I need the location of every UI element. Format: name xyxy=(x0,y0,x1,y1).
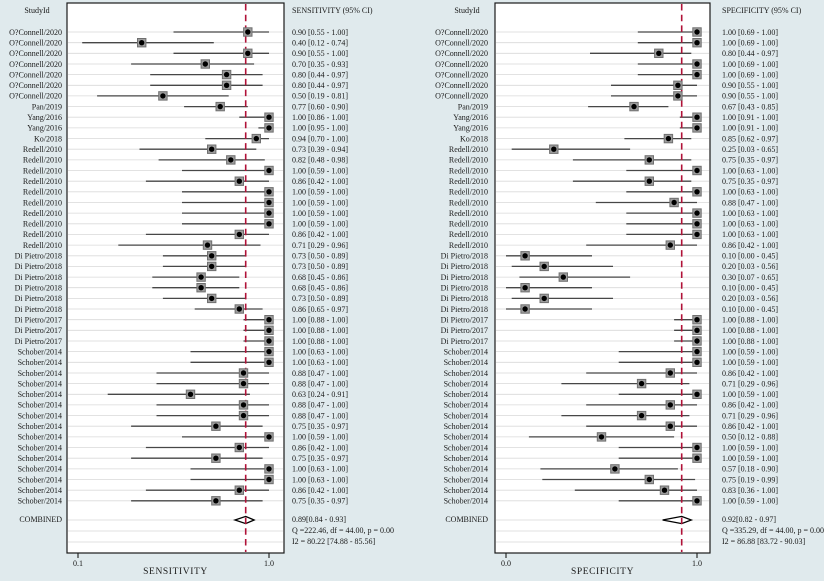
study-label: Schober/2014 xyxy=(17,432,62,442)
value-label: 0.88 [0.47 - 1.00] xyxy=(292,368,348,378)
value-label: 1.00 [0.63 - 1.00] xyxy=(722,219,778,229)
value-label: 1.00 [0.59 - 1.00] xyxy=(292,187,348,197)
estimate-dot xyxy=(694,125,699,130)
study-label: Schober/2014 xyxy=(443,464,488,474)
combined-row-label-specificity: COMBINED xyxy=(445,515,488,524)
study-label: Schober/2014 xyxy=(17,358,62,368)
estimate-dot xyxy=(647,157,652,162)
study-label: Redell/2010 xyxy=(448,219,488,229)
estimate-dot xyxy=(694,360,699,365)
value-label: 0.68 [0.45 - 0.86] xyxy=(292,272,348,282)
value-label: 1.00 [0.88 - 1.00] xyxy=(292,326,348,336)
value-label: 1.00 [0.63 - 1.00] xyxy=(722,230,778,240)
estimate-dot xyxy=(224,83,229,88)
x-tick-label: 1.0 xyxy=(692,559,702,568)
value-label: 1.00 [0.63 - 1.00] xyxy=(292,358,348,368)
study-label: Yang/2016 xyxy=(27,113,62,122)
value-label: 1.00 [0.69 - 1.00] xyxy=(722,70,778,80)
study-label: O?Connell/2020 xyxy=(9,38,62,48)
study-label: O?Connell/2020 xyxy=(435,59,488,69)
value-label: 0.71 [0.29 - 0.96] xyxy=(722,411,778,421)
study-label: Di Pietro/2017 xyxy=(14,315,62,325)
estimate-dot xyxy=(266,210,271,215)
estimate-dot xyxy=(694,338,699,343)
study-label: Redell/2010 xyxy=(448,230,488,240)
study-label: Schober/2014 xyxy=(443,422,488,431)
study-label: Schober/2014 xyxy=(443,379,488,389)
study-label: Redell/2010 xyxy=(448,187,488,197)
study-label: Ko/2018 xyxy=(460,134,488,144)
study-label: Pan/2019 xyxy=(457,102,488,112)
estimate-dot xyxy=(266,317,271,322)
value-label: 0.73 [0.50 - 0.89] xyxy=(292,294,348,304)
combined-value-specificity: 0.92[0.82 - 0.97] xyxy=(722,515,776,524)
estimate-dot xyxy=(694,72,699,77)
value-label: 0.75 [0.35 - 0.97] xyxy=(722,177,778,186)
value-label: 0.30 [0.07 - 0.65] xyxy=(722,272,778,282)
estimate-dot xyxy=(694,40,699,45)
value-label: 0.68 [0.45 - 0.86] xyxy=(292,283,348,293)
estimate-dot xyxy=(694,392,699,397)
study-label: Yang/2016 xyxy=(453,113,488,122)
value-label: 1.00 [0.88 - 1.00] xyxy=(722,326,778,336)
study-label: Redell/2010 xyxy=(448,145,488,154)
value-label: 1.00 [0.91 - 1.00] xyxy=(722,123,778,133)
study-label: Pan/2019 xyxy=(31,102,62,112)
study-label: Di Pietro/2017 xyxy=(14,336,62,346)
study-label: Redell/2010 xyxy=(448,155,488,165)
study-label: Schober/2014 xyxy=(443,454,488,463)
x-tick-label: 0.0 xyxy=(501,559,511,568)
value-label: 1.00 [0.69 - 1.00] xyxy=(722,59,778,69)
estimate-dot xyxy=(694,168,699,173)
study-label: Schober/2014 xyxy=(17,475,62,485)
combined-value-sensitivity: 0.89[0.84 - 0.93] xyxy=(292,515,346,524)
value-label: 0.73 [0.50 - 0.89] xyxy=(292,262,348,272)
value-label: 1.00 [0.59 - 1.00] xyxy=(292,208,348,218)
study-label: O?Connell/2020 xyxy=(9,91,62,101)
estimate-dot xyxy=(694,61,699,66)
study-label: Schober/2014 xyxy=(443,486,488,495)
study-column-header-sensitivity: StudyId xyxy=(24,6,50,15)
value-label: 0.86 [0.65 - 0.97] xyxy=(292,304,348,314)
value-label: 0.75 [0.35 - 0.97] xyxy=(292,454,348,463)
value-label: 0.86 [0.42 - 1.00] xyxy=(722,422,778,431)
value-label: 0.88 [0.47 - 1.00] xyxy=(722,198,778,208)
estimate-dot xyxy=(675,93,680,98)
study-label: Schober/2014 xyxy=(17,464,62,474)
value-label: 1.00 [0.91 - 1.00] xyxy=(722,113,778,122)
estimate-dot xyxy=(209,253,214,258)
study-label: Schober/2014 xyxy=(17,411,62,421)
study-label: Redell/2010 xyxy=(448,166,488,176)
estimate-dot xyxy=(668,402,673,407)
study-label: Di Pietro/2017 xyxy=(440,336,488,346)
estimate-dot xyxy=(694,349,699,354)
estimate-dot xyxy=(639,381,644,386)
estimate-dot xyxy=(522,285,527,290)
value-label: 0.80 [0.44 - 0.97] xyxy=(722,49,778,59)
value-label: 1.00 [0.88 - 1.00] xyxy=(722,315,778,325)
value-label: 0.80 [0.44 - 0.97] xyxy=(292,70,348,80)
study-label: Schober/2014 xyxy=(17,347,62,357)
estimate-dot xyxy=(522,253,527,258)
study-label: Di Pietro/2018 xyxy=(440,304,488,314)
study-label: Di Pietro/2018 xyxy=(14,272,62,282)
value-label: 0.63 [0.24 - 0.91] xyxy=(292,390,348,400)
study-label: O?Connell/2020 xyxy=(9,59,62,69)
value-label: 0.86 [0.42 - 1.00] xyxy=(292,443,348,453)
value-label: 0.75 [0.35 - 0.97] xyxy=(292,422,348,431)
value-label: 0.57 [0.18 - 0.90] xyxy=(722,464,778,474)
estimate-dot xyxy=(213,498,218,503)
estimate-dot xyxy=(266,168,271,173)
value-label: 1.00 [0.59 - 1.00] xyxy=(292,432,348,442)
study-label: Schober/2014 xyxy=(17,454,62,463)
study-label: Redell/2010 xyxy=(22,166,62,176)
estimate-dot xyxy=(209,296,214,301)
value-label: 1.00 [0.59 - 1.00] xyxy=(722,454,778,463)
study-label: O?Connell/2020 xyxy=(435,81,488,91)
study-label: O?Connell/2020 xyxy=(9,49,62,59)
estimate-dot xyxy=(237,445,242,450)
study-label: Di Pietro/2018 xyxy=(440,262,488,272)
study-label: Redell/2010 xyxy=(22,177,62,186)
estimate-dot xyxy=(198,274,203,279)
estimate-dot xyxy=(542,296,547,301)
study-label: Redell/2010 xyxy=(448,240,488,250)
study-label: Schober/2014 xyxy=(17,379,62,389)
heterogeneity-q-specificity: Q =335.29, df = 44.00, p = 0.00 xyxy=(722,526,824,535)
value-label: 1.00 [0.59 - 1.00] xyxy=(292,198,348,208)
study-label: Schober/2014 xyxy=(443,411,488,421)
estimate-dot xyxy=(266,115,271,120)
study-label: Schober/2014 xyxy=(17,496,62,506)
estimate-dot xyxy=(188,392,193,397)
value-label: 1.00 [0.69 - 1.00] xyxy=(722,38,778,48)
estimate-dot xyxy=(561,274,566,279)
study-label: Di Pietro/2018 xyxy=(14,262,62,272)
value-label: 0.86 [0.42 - 1.00] xyxy=(722,400,778,410)
study-label: O?Connell/2020 xyxy=(9,27,62,37)
study-label: Di Pietro/2017 xyxy=(440,315,488,325)
value-label: 0.86 [0.42 - 1.00] xyxy=(292,486,348,495)
value-label: 0.80 [0.44 - 0.97] xyxy=(292,81,348,91)
study-label: Schober/2014 xyxy=(17,486,62,495)
value-label: 0.86 [0.42 - 1.00] xyxy=(722,368,778,378)
value-label: 1.00 [0.63 - 1.00] xyxy=(722,187,778,197)
estimate-dot xyxy=(647,179,652,184)
estimate-dot xyxy=(228,157,233,162)
estimate-dot xyxy=(694,29,699,34)
estimate-dot xyxy=(241,381,246,386)
study-label: Di Pietro/2018 xyxy=(440,251,488,261)
value-label: 0.86 [0.42 - 1.00] xyxy=(722,240,778,250)
value-label: 1.00 [0.59 - 1.00] xyxy=(722,443,778,453)
value-label: 0.88 [0.47 - 1.00] xyxy=(292,400,348,410)
study-label: Schober/2014 xyxy=(17,400,62,410)
study-label: Redell/2010 xyxy=(22,198,62,208)
study-label: Redell/2010 xyxy=(448,198,488,208)
study-label: Di Pietro/2018 xyxy=(440,283,488,293)
estimate-dot xyxy=(266,349,271,354)
estimate-dot xyxy=(205,242,210,247)
study-label: Di Pietro/2018 xyxy=(440,272,488,282)
estimate-dot xyxy=(224,72,229,77)
estimate-dot xyxy=(694,221,699,226)
value-label: 0.86 [0.42 - 1.00] xyxy=(292,177,348,186)
study-label: Schober/2014 xyxy=(443,347,488,357)
estimate-dot xyxy=(266,189,271,194)
value-label: 1.00 [0.63 - 1.00] xyxy=(292,347,348,357)
estimate-dot xyxy=(266,200,271,205)
study-label: O?Connell/2020 xyxy=(435,27,488,37)
combined-row-label-sensitivity: COMBINED xyxy=(19,515,62,524)
study-label: Redell/2010 xyxy=(22,187,62,197)
study-label: Schober/2014 xyxy=(17,368,62,378)
value-column-header-sensitivity: SENSITIVITY (95% CI) xyxy=(292,6,373,15)
value-label: 0.82 [0.48 - 0.98] xyxy=(292,155,348,165)
value-label: 0.71 [0.29 - 0.96] xyxy=(292,240,348,250)
estimate-dot xyxy=(522,306,527,311)
value-label: 0.86 [0.42 - 1.00] xyxy=(292,230,348,240)
study-label: Di Pietro/2018 xyxy=(14,304,62,314)
estimate-dot xyxy=(209,147,214,152)
estimate-dot xyxy=(241,370,246,375)
estimate-dot xyxy=(542,264,547,269)
study-label: O?Connell/2020 xyxy=(9,81,62,91)
estimate-dot xyxy=(631,104,636,109)
value-label: 0.88 [0.47 - 1.00] xyxy=(292,379,348,389)
value-label: 1.00 [0.59 - 1.00] xyxy=(292,219,348,229)
estimate-dot xyxy=(675,83,680,88)
value-label: 0.50 [0.19 - 0.81] xyxy=(292,91,348,101)
study-label: Schober/2014 xyxy=(443,496,488,506)
study-label: Schober/2014 xyxy=(443,368,488,378)
study-label: Di Pietro/2017 xyxy=(14,326,62,336)
estimate-dot xyxy=(694,456,699,461)
study-label: Schober/2014 xyxy=(443,400,488,410)
value-column-header-specificity: SPECIFICITY (95% CI) xyxy=(722,6,802,15)
study-label: O?Connell/2020 xyxy=(435,38,488,48)
estimate-dot xyxy=(656,51,661,56)
estimate-dot xyxy=(612,466,617,471)
estimate-dot xyxy=(551,147,556,152)
study-label: Redell/2010 xyxy=(448,177,488,186)
value-label: 0.73 [0.39 - 0.94] xyxy=(292,145,348,154)
value-label: 1.00 [0.88 - 1.00] xyxy=(292,336,348,346)
study-label: O?Connell/2020 xyxy=(435,91,488,101)
study-label: Schober/2014 xyxy=(17,443,62,453)
estimate-dot xyxy=(266,360,271,365)
study-label: Redell/2010 xyxy=(22,145,62,154)
value-label: 1.00 [0.88 - 1.00] xyxy=(722,336,778,346)
study-label: Schober/2014 xyxy=(443,432,488,442)
study-label: Schober/2014 xyxy=(17,422,62,431)
value-label: 0.20 [0.03 - 0.56] xyxy=(722,294,778,304)
x-axis-title-sensitivity: SENSITIVITY xyxy=(143,567,208,577)
study-label: Schober/2014 xyxy=(443,443,488,453)
study-label: Redell/2010 xyxy=(22,208,62,218)
value-label: 1.00 [0.95 - 1.00] xyxy=(292,123,348,133)
estimate-dot xyxy=(237,488,242,493)
value-label: 1.00 [0.59 - 1.00] xyxy=(722,496,778,506)
value-label: 0.75 [0.35 - 0.97] xyxy=(292,496,348,506)
estimate-dot xyxy=(198,285,203,290)
value-label: 0.90 [0.55 - 1.00] xyxy=(292,49,348,59)
estimate-dot xyxy=(662,488,667,493)
estimate-dot xyxy=(245,29,250,34)
study-label: Di Pietro/2017 xyxy=(440,326,488,336)
estimate-dot xyxy=(694,328,699,333)
value-label: 0.10 [0.00 - 0.45] xyxy=(722,304,778,314)
study-label: O?Connell/2020 xyxy=(435,49,488,59)
estimate-dot xyxy=(599,434,604,439)
value-label: 0.73 [0.50 - 0.89] xyxy=(292,251,348,261)
value-label: 0.88 [0.47 - 1.00] xyxy=(292,411,348,421)
x-tick-label: 0.1 xyxy=(73,559,83,568)
value-label: 0.90 [0.55 - 1.00] xyxy=(722,91,778,101)
value-label: 0.85 [0.62 - 0.97] xyxy=(722,134,778,144)
study-label: Yang/2016 xyxy=(27,123,62,133)
value-label: 0.67 [0.43 - 0.85] xyxy=(722,102,778,112)
estimate-dot xyxy=(668,370,673,375)
estimate-dot xyxy=(694,115,699,120)
study-label: Di Pietro/2018 xyxy=(440,294,488,304)
estimate-dot xyxy=(254,136,259,141)
value-label: 1.00 [0.59 - 1.00] xyxy=(722,347,778,357)
estimate-dot xyxy=(671,200,676,205)
value-label: 1.00 [0.88 - 1.00] xyxy=(292,315,348,325)
value-label: 1.00 [0.59 - 1.00] xyxy=(292,166,348,176)
value-label: 0.10 [0.00 - 0.45] xyxy=(722,283,778,293)
value-label: 1.00 [0.69 - 1.00] xyxy=(722,27,778,37)
estimate-dot xyxy=(668,242,673,247)
value-label: 0.71 [0.29 - 0.96] xyxy=(722,379,778,389)
value-label: 0.70 [0.35 - 0.93] xyxy=(292,59,348,69)
value-label: 1.00 [0.63 - 1.00] xyxy=(722,208,778,218)
estimate-dot xyxy=(666,136,671,141)
value-label: 0.75 [0.19 - 0.99] xyxy=(722,475,778,485)
value-label: 0.50 [0.12 - 0.88] xyxy=(722,432,778,442)
value-label: 0.83 [0.36 - 1.00] xyxy=(722,486,778,495)
estimate-dot xyxy=(694,317,699,322)
estimate-dot xyxy=(266,466,271,471)
study-label: Redell/2010 xyxy=(448,208,488,218)
value-label: 1.00 [0.86 - 1.00] xyxy=(292,113,348,122)
heterogeneity-i2-specificity: I2 = 86.88 [83.72 - 90.03] xyxy=(722,537,806,546)
estimate-dot xyxy=(266,477,271,482)
study-label: Di Pietro/2018 xyxy=(14,251,62,261)
study-label: Redell/2010 xyxy=(22,240,62,250)
x-tick-label: 1.0 xyxy=(264,559,274,568)
estimate-dot xyxy=(160,93,165,98)
estimate-dot xyxy=(266,338,271,343)
estimate-dot xyxy=(203,61,208,66)
value-label: 0.20 [0.03 - 0.56] xyxy=(722,262,778,272)
estimate-dot xyxy=(237,179,242,184)
estimate-dot xyxy=(694,189,699,194)
estimate-dot xyxy=(694,498,699,503)
study-label: Redell/2010 xyxy=(22,155,62,165)
estimate-dot xyxy=(639,413,644,418)
estimate-dot xyxy=(266,434,271,439)
estimate-dot xyxy=(241,413,246,418)
estimate-dot xyxy=(694,445,699,450)
value-label: 1.00 [0.63 - 1.00] xyxy=(292,464,348,474)
heterogeneity-q-sensitivity: Q =222.46, df = 44.00, p = 0.00 xyxy=(292,526,394,535)
study-label: O?Connell/2020 xyxy=(9,70,62,80)
study-label: O?Connell/2020 xyxy=(435,70,488,80)
estimate-dot xyxy=(694,232,699,237)
heterogeneity-i2-sensitivity: I2 = 80.22 [74.88 - 85.56] xyxy=(292,537,376,546)
estimate-dot xyxy=(209,264,214,269)
estimate-dot xyxy=(218,104,223,109)
estimate-dot xyxy=(213,456,218,461)
value-label: 1.00 [0.59 - 1.00] xyxy=(722,358,778,368)
value-label: 0.77 [0.60 - 0.90] xyxy=(292,102,348,112)
study-label: Redell/2010 xyxy=(22,219,62,229)
study-label: Yang/2016 xyxy=(453,123,488,133)
estimate-dot xyxy=(237,232,242,237)
value-label: 1.00 [0.63 - 1.00] xyxy=(722,166,778,176)
study-label: Di Pietro/2018 xyxy=(14,294,62,304)
x-axis-title-specificity: SPECIFICITY xyxy=(570,567,635,577)
estimate-dot xyxy=(139,40,144,45)
value-label: 0.94 [0.70 - 1.00] xyxy=(292,134,348,144)
value-label: 1.00 [0.63 - 1.00] xyxy=(292,475,348,485)
study-label: Ko/2018 xyxy=(34,134,62,144)
estimate-dot xyxy=(241,402,246,407)
study-column-header-specificity: StudyId xyxy=(454,6,480,15)
value-label: 0.40 [0.12 - 0.74] xyxy=(292,38,348,48)
estimate-dot xyxy=(237,306,242,311)
estimate-dot xyxy=(647,477,652,482)
study-label: Schober/2014 xyxy=(443,358,488,368)
estimate-dot xyxy=(266,328,271,333)
estimate-dot xyxy=(694,210,699,215)
value-label: 0.25 [0.03 - 0.65] xyxy=(722,145,778,154)
value-label: 0.10 [0.00 - 0.45] xyxy=(722,251,778,261)
value-label: 0.90 [0.55 - 1.00] xyxy=(722,81,778,91)
estimate-dot xyxy=(245,51,250,56)
estimate-dot xyxy=(266,221,271,226)
study-label: Redell/2010 xyxy=(22,230,62,240)
study-label: Di Pietro/2018 xyxy=(14,283,62,293)
value-label: 1.00 [0.59 - 1.00] xyxy=(722,390,778,400)
estimate-dot xyxy=(213,424,218,429)
study-label: Schober/2014 xyxy=(443,475,488,485)
value-label: 0.90 [0.55 - 1.00] xyxy=(292,27,348,37)
study-label: Schober/2014 xyxy=(443,390,488,400)
estimate-dot xyxy=(668,424,673,429)
study-label: Schober/2014 xyxy=(17,390,62,400)
value-label: 0.75 [0.35 - 0.97] xyxy=(722,155,778,165)
estimate-dot xyxy=(266,125,271,130)
